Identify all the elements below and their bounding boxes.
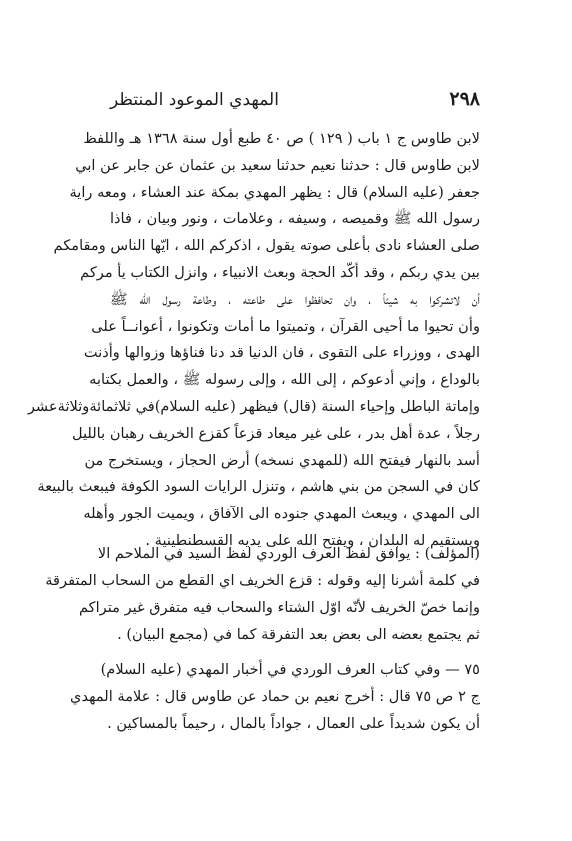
- page-header: [110, 88, 480, 114]
- text-line: ويستقيم له البلدان ، ويفتح الله على يديه القسطنطينية .: [145, 531, 480, 549]
- text-line: بين يدي ربكم ، وقد أكّد الحجة وبعث الانبياء ، وانزل الكتاب يأ مركم: [80, 263, 480, 281]
- page-number: ٢٩٨: [449, 88, 480, 110]
- text-line: وإنما خصّ الخريف لأنّه اوّل الشتاء والسحاب فيه متفرق غير متراكم: [78, 599, 480, 616]
- text-line: صلى العشاء نادى بأعلى صوته يقول ، اذكركم الله ، ايّها الناس ومقامكم: [53, 237, 480, 255]
- text-line: بالوداع ، وإني أدعوكم ، إلى الله ، وإلى رسوله ﷺ ، والعمل بكتابه: [89, 371, 480, 389]
- text-line: وإماتة الباطل وإحياء السنة (قال) فيظهر (عليه السلام)في ثلاثمائةوثلاثةعشر: [27, 397, 480, 415]
- paragraph-hadith-75: [70, 656, 480, 737]
- running-title: المهدي الموعود المنتظر: [110, 90, 279, 110]
- text-line: ج ٢ ص ٧٥ قال : أخرج نعيم بن حماد عن طاوس قال : علامة المهدي: [70, 688, 480, 705]
- text-line: كان في السجن من بني هاشم ، وتنزل الرايات السود الكوفة فيبعث بالبيعة: [37, 478, 480, 496]
- text-line: لابن طاوس ج ١ باب ( ١٢٩ ) ص ٤٠ طبع أول سنة ١٣٦٨ هـ واللفظ: [83, 130, 480, 147]
- paragraph-author-note: [45, 540, 480, 648]
- text-line: أسد بالنهار فيفتح الله (للمهدي نسخه) أرض الحجاز ، ويستخرج من: [84, 451, 480, 469]
- text-line: (المؤلف) : يوافق لفظ العرف الوردي لفظ السيد في الملاحم الا: [97, 545, 480, 562]
- text-line: الى المهدي ، ويبعث المهدي جنوده الى الآفاق ، ويميت الجور وأهله: [83, 505, 480, 523]
- text-line: وأن تحيوا ما أحيى القرآن ، وتميتوا ما أمات وتكونوا ، أعوانــاً على: [91, 317, 480, 335]
- text-line: ٧٥ — وفي كتاب العرف الوردي في أخبار المهدي (عليه السلام): [100, 661, 480, 678]
- text-line: في كلمة أشرنا إليه وقوله : قزع الخريف اي القطع من السحاب المتفرقة: [45, 572, 480, 589]
- text-line: رسول الله ﷺ وقميصه ، وسيفه ، وعلامات ، ونور وبيان ، فاذا: [110, 210, 480, 228]
- text-line: لابن طاوس قال : حدثنا نعيم حدثنا سعيد بن عثمان عن جابر عن ابي: [75, 156, 480, 174]
- text-line: الهدى ، ووزراء على التقوى ، فان الدنيا قد دنا فناؤها وزوالها وأذنت: [83, 344, 480, 362]
- text-line: جعفر (عليه السلام) قال : يظهر المهدي بمكة عند العشاء ، ومعه راية: [69, 183, 480, 201]
- text-line: أن لاتشركوا به شيئاً ، وان تحافظوا على طاعته ، وطاعة رسول الله ﷺ: [110, 290, 480, 308]
- text-line: رجلاً ، عدة أهل بدر ، على غير ميعاد قزعاً كقزع الخريف رهبان بالليل: [71, 424, 480, 442]
- text-line: ثم يجتمع بعضه الى بعض بعد التفرقة كما في (مجمع البيان) .: [117, 626, 480, 643]
- text-line: أن يكون شديداً على العمال ، جواداً بالمال ، رحيماً بالمساكين .: [107, 715, 480, 732]
- paragraph-hadith-text: [27, 126, 480, 555]
